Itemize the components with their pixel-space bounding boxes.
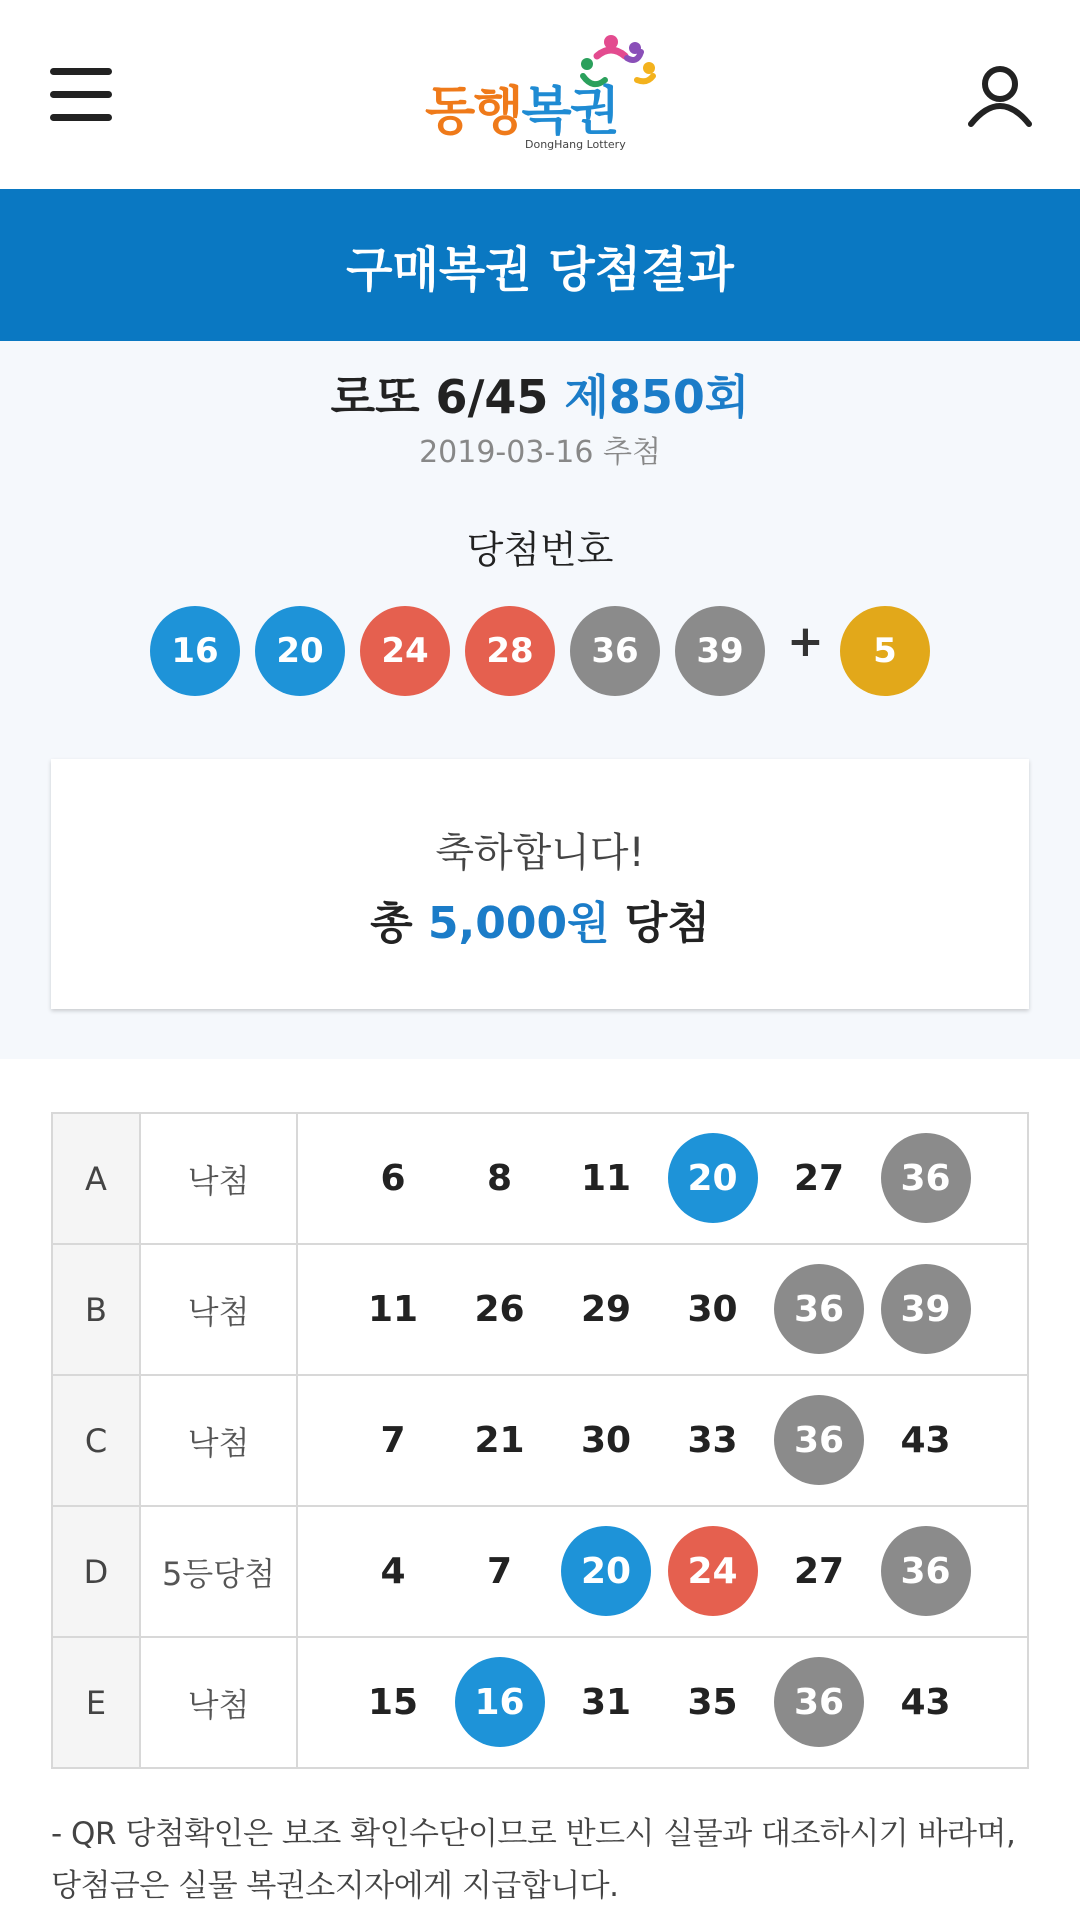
ticket-number: 21	[474, 1419, 525, 1461]
ticket-number: 11	[580, 1157, 632, 1199]
ticket-set-label: A	[52, 1113, 140, 1244]
ticket-number: 7	[486, 1550, 513, 1592]
ticket-number: 43	[900, 1681, 951, 1723]
ticket-number: 27	[793, 1157, 845, 1199]
app-header	[0, 0, 1080, 189]
ticket-number: 33	[687, 1419, 738, 1461]
prize-prefix: 총	[370, 898, 413, 949]
winning-ball: 36	[570, 606, 660, 696]
notice-text: - QR 당첨확인은 보조 확인수단이므로 반드시 실물과 대조하시기 바라며, 당첨금은 실물 복권소지자에게 지급합니다.	[51, 1816, 1016, 1904]
ticket-number: 43	[900, 1419, 951, 1461]
ticket-status: 낙첨	[140, 1375, 297, 1506]
ticket-numbers	[297, 1113, 1028, 1244]
winning-ball: 24	[360, 606, 450, 696]
ticket-row	[52, 1113, 1028, 1244]
logo-text: 동행복권	[425, 82, 618, 142]
matched-number: 20	[561, 1526, 651, 1616]
matched-number: 36	[774, 1395, 864, 1485]
winning-ball: 39	[675, 606, 765, 696]
ticket-status: 낙첨	[140, 1244, 297, 1375]
menu-icon[interactable]	[50, 68, 112, 122]
prize-suffix: 당첨	[624, 898, 710, 949]
ticket-row	[52, 1506, 1028, 1637]
ticket-status: 낙첨	[140, 1113, 297, 1244]
user-icon[interactable]	[966, 64, 1034, 128]
page-banner	[0, 189, 1080, 341]
matched-number: 36	[774, 1657, 864, 1747]
prize-amount: 5,000원	[427, 898, 610, 949]
logo-subtitle: DongHang Lottery	[525, 138, 626, 151]
bonus-plus-sign: +	[787, 616, 824, 667]
logo[interactable]	[425, 34, 655, 156]
ticket-row	[52, 1244, 1028, 1375]
ticket-numbers	[297, 1506, 1028, 1637]
prize-line	[51, 887, 1029, 951]
winning-numbers	[150, 606, 930, 696]
ticket-numbers	[297, 1244, 1028, 1375]
winning-ball: 20	[255, 606, 345, 696]
ticket-number: 30	[687, 1288, 738, 1330]
matched-number: 24	[668, 1526, 758, 1616]
winning-ball: 16	[150, 606, 240, 696]
ticket-number: 4	[380, 1550, 406, 1592]
ticket-set-label: C	[52, 1375, 140, 1506]
matched-number: 36	[881, 1526, 971, 1616]
winning-numbers-label: 당첨번호	[466, 528, 614, 572]
game-name: 로또 6/45	[330, 370, 549, 424]
congrats-text: 축하합니다!	[435, 830, 645, 876]
ticket-number: 7	[380, 1419, 406, 1461]
ticket-set-label: B	[52, 1244, 140, 1375]
ticket-row	[52, 1375, 1028, 1506]
draw-summary	[0, 341, 1080, 1059]
draw-round: 제850회	[564, 370, 750, 424]
result-card	[51, 759, 1029, 1009]
ticket-set-label: E	[52, 1637, 140, 1768]
matched-number: 36	[881, 1133, 971, 1223]
ticket-status: 낙첨	[140, 1637, 297, 1768]
matched-number: 39	[881, 1264, 971, 1354]
ticket-number: 30	[580, 1419, 632, 1461]
matched-number: 20	[668, 1133, 758, 1223]
ticket-number: 29	[580, 1288, 632, 1330]
page-title: 구매복권 당첨결과	[346, 241, 734, 298]
ticket-numbers	[297, 1375, 1028, 1506]
ticket-number: 15	[367, 1681, 419, 1723]
draw-title	[0, 361, 1080, 427]
ticket-number: 26	[474, 1288, 525, 1330]
ticket-status: 5등당첨	[140, 1506, 297, 1637]
bonus-ball: 5	[840, 606, 930, 696]
ticket-number: 31	[580, 1681, 632, 1723]
ticket-number: 8	[486, 1157, 513, 1199]
ticket-number: 27	[793, 1550, 845, 1592]
ticket-number: 11	[367, 1288, 419, 1330]
winning-ball: 28	[465, 606, 555, 696]
draw-date: 2019-03-16 추첨	[419, 435, 661, 470]
ticket-results-table	[51, 1112, 1029, 1769]
ticket-number: 6	[380, 1157, 406, 1199]
matched-number: 16	[455, 1657, 545, 1747]
ticket-row	[52, 1637, 1028, 1768]
matched-number: 36	[774, 1264, 864, 1354]
ticket-number: 35	[687, 1681, 738, 1723]
ticket-numbers	[297, 1637, 1028, 1768]
ticket-set-label: D	[52, 1506, 140, 1637]
